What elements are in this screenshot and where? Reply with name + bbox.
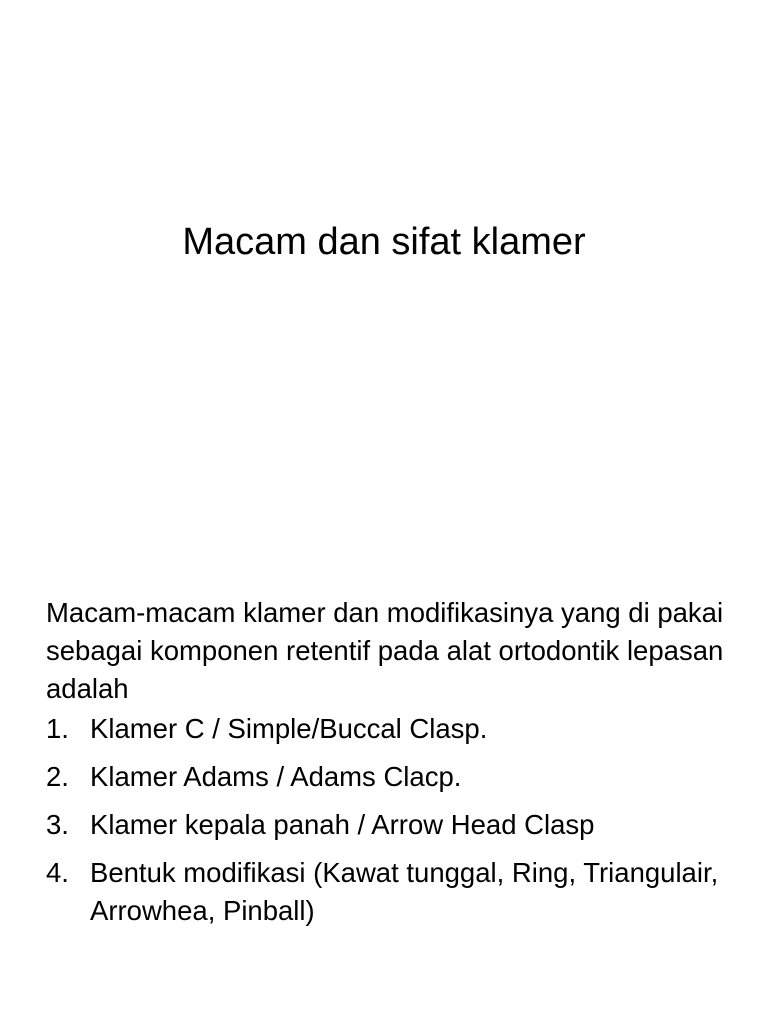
list-item-text: Bentuk modifikasi (Kawat tunggal, Ring, Triangulair, Arrowhea, Pinball) xyxy=(90,857,719,926)
list-item-number: 1. xyxy=(46,713,69,744)
list-item-text: Klamer C / Simple/Buccal Clasp. xyxy=(90,713,488,744)
list-item-number: 3. xyxy=(46,809,69,840)
slide-title: Macam dan sifat klamer xyxy=(182,221,586,263)
intro-paragraph: Macam-macam klamer dan modifikasinya yang di pakai sebagai komponen retentif pada alat ortodontik lepasan adalah xyxy=(46,597,724,704)
list-item-number: 4. xyxy=(46,857,69,888)
list-item-text: Klamer Adams / Adams Clacp. xyxy=(90,761,462,792)
list-item xyxy=(46,710,736,748)
list-item xyxy=(46,806,736,844)
list-item-number: 2. xyxy=(46,761,69,792)
list-item-text: Klamer kepala panah / Arrow Head Clasp xyxy=(90,809,595,840)
slide-body xyxy=(46,594,736,940)
clasp-list xyxy=(46,710,736,930)
list-item xyxy=(46,758,736,796)
list-item xyxy=(46,854,736,930)
